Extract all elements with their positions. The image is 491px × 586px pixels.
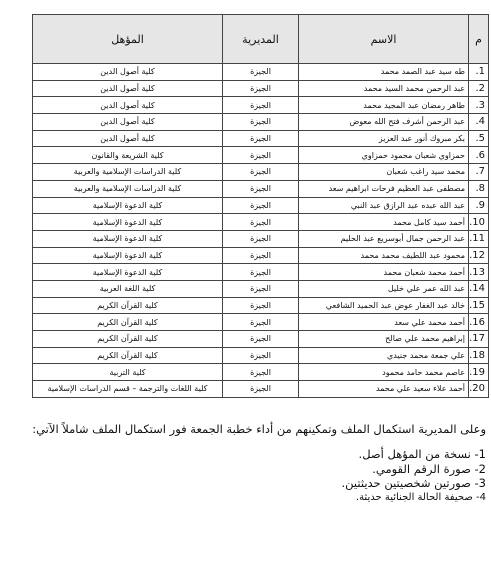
cell-num: 12. — [469, 247, 489, 264]
cell-name: عبد الرحمن جمال أبوسريع عبد الحليم — [299, 230, 469, 247]
cell-qualification: كلية الدعوة الإسلامية — [33, 197, 223, 214]
cell-directorate: الجيزة — [223, 381, 299, 398]
cell-name: أحمد محمد شعبان محمد — [299, 264, 469, 281]
requirement-item: 4- صحيفة الحالة الجنائية حديثة. — [355, 491, 486, 503]
cell-directorate: الجيزة — [223, 314, 299, 331]
cell-qualification: كلية اللغة العربية — [33, 280, 223, 297]
cell-directorate: الجيزة — [223, 280, 299, 297]
cell-directorate: الجيزة — [223, 180, 299, 197]
cell-name: محمد سيد راغب شعبان — [299, 164, 469, 181]
cell-num: 2. — [469, 80, 489, 97]
cell-qualification: كلية التربية — [33, 364, 223, 381]
cell-num: 3. — [469, 97, 489, 114]
table-row — [33, 80, 489, 97]
cell-name: محمود عبد اللطيف محمد محمد — [299, 247, 469, 264]
cell-directorate: الجيزة — [223, 347, 299, 364]
table-row — [33, 97, 489, 114]
table-row — [33, 331, 489, 348]
table-body — [33, 64, 489, 398]
table-row — [33, 64, 489, 81]
header-name: الاسم — [299, 15, 469, 64]
cell-qualification: كلية الدعوة الإسلامية — [33, 214, 223, 231]
cell-num: 20. — [469, 381, 489, 398]
cell-directorate: الجيزة — [223, 247, 299, 264]
cell-qualification: كلية أصول الدين — [33, 114, 223, 131]
cell-qualification: كلية القرآن الكريم — [33, 297, 223, 314]
table-header-row — [33, 15, 489, 64]
cell-num: 7. — [469, 164, 489, 181]
cell-directorate: الجيزة — [223, 197, 299, 214]
cell-num: 19. — [469, 364, 489, 381]
cell-qualification: كلية الدراسات الإسلامية والعربية — [33, 164, 223, 181]
cell-directorate: الجيزة — [223, 230, 299, 247]
table-row — [33, 347, 489, 364]
cell-directorate: الجيزة — [223, 97, 299, 114]
table-row — [33, 114, 489, 131]
cell-num: 11. — [469, 230, 489, 247]
cell-qualification: كلية أصول الدين — [33, 130, 223, 147]
cell-num: 16. — [469, 314, 489, 331]
cell-num: 1. — [469, 64, 489, 81]
cell-directorate: الجيزة — [223, 114, 299, 131]
requirement-item: 3- صورتين شخصيتين حديثتين. — [341, 476, 486, 490]
cell-name: عبد الله عبده عبد الرازق عبد النبي — [299, 197, 469, 214]
cell-qualification: كلية الدعوة الإسلامية — [33, 247, 223, 264]
table-row — [33, 130, 489, 147]
cell-name: طه سيد عبد الصمد محمد — [299, 64, 469, 81]
cell-name: عبد الله عمر علي خليل — [299, 280, 469, 297]
cell-qualification: كلية الشريعة والقانون — [33, 147, 223, 164]
cell-directorate: الجيزة — [223, 147, 299, 164]
cell-qualification: كلية القرآن الكريم — [33, 314, 223, 331]
cell-num: 18. — [469, 347, 489, 364]
table-row — [33, 230, 489, 247]
cell-num: 10. — [469, 214, 489, 231]
cell-directorate: الجيزة — [223, 80, 299, 97]
cell-name: عبد الرحمن أشرف فتح الله معوض — [299, 114, 469, 131]
table-row — [33, 180, 489, 197]
cell-name: إبراهيم محمد علي صالح — [299, 331, 469, 348]
cell-directorate: الجيزة — [223, 331, 299, 348]
cell-name: أحمد علاء سعيد علي محمد — [299, 381, 469, 398]
cell-name: مصطفى عبد العظيم فرحات ابراهيم سعد — [299, 180, 469, 197]
cell-qualification: كلية القرآن الكريم — [33, 347, 223, 364]
cell-qualification: كلية اللغات والترجمة – قسم الدراسات الإسلامية — [33, 381, 223, 398]
cell-directorate: الجيزة — [223, 297, 299, 314]
cell-num: 4. — [469, 114, 489, 131]
table-row — [33, 264, 489, 281]
cell-directorate: الجيزة — [223, 130, 299, 147]
cell-name: بكر مبروك أنور عبد العزيز — [299, 130, 469, 147]
header-qualification: المؤهل — [33, 15, 223, 64]
cell-num: 13. — [469, 264, 489, 281]
header-num: م — [469, 15, 489, 64]
cell-qualification: كلية أصول الدين — [33, 97, 223, 114]
cell-name: أحمد سيد كامل محمد — [299, 214, 469, 231]
notes-intro: وعلى المديرية استكمال الملف وتمكينهم من أداء خطبة الجمعة فور استكمال الملف شاملاً الآتي: — [32, 422, 486, 436]
requirement-item: 2- صورة الرقم القومي. — [372, 461, 486, 476]
cell-num: 5. — [469, 130, 489, 147]
cell-directorate: الجيزة — [223, 214, 299, 231]
table-row — [33, 197, 489, 214]
cell-qualification: كلية الدراسات الإسلامية والعربية — [33, 180, 223, 197]
table-row — [33, 297, 489, 314]
cell-num: 8. — [469, 180, 489, 197]
cell-directorate: الجيزة — [223, 64, 299, 81]
table-row — [33, 247, 489, 264]
table-row — [33, 381, 489, 398]
table-row — [33, 147, 489, 164]
cell-qualification: كلية الدعوة الإسلامية — [33, 264, 223, 281]
cell-qualification: كلية أصول الدين — [33, 80, 223, 97]
cell-num: 9. — [469, 197, 489, 214]
cell-name: عبد الرحمن محمد السيد محمد — [299, 80, 469, 97]
table-row — [33, 280, 489, 297]
candidates-table — [32, 14, 489, 398]
table-row — [33, 164, 489, 181]
cell-directorate: الجيزة — [223, 264, 299, 281]
cell-name: علي جمعة محمد جنيدي — [299, 347, 469, 364]
cell-name: خالد عبد الغفار عوض عبد الحميد الشافعي — [299, 297, 469, 314]
cell-num: 6. — [469, 147, 489, 164]
cell-num: 15. — [469, 297, 489, 314]
table-row — [33, 214, 489, 231]
cell-name: عاصم محمد حامد محمود — [299, 364, 469, 381]
cell-directorate: الجيزة — [223, 364, 299, 381]
cell-qualification: كلية أصول الدين — [33, 64, 223, 81]
header-directorate: المديرية — [223, 15, 299, 64]
cell-num: 17. — [469, 331, 489, 348]
requirement-item: 1- نسخة من المؤهل أصل. — [358, 447, 486, 461]
table-row — [33, 314, 489, 331]
cell-name: حمزاوي شعبان محمود حمزاوي — [299, 147, 469, 164]
cell-directorate: الجيزة — [223, 164, 299, 181]
requirements-list — [28, 447, 486, 505]
cell-num: 14. — [469, 280, 489, 297]
cell-name: أحمد محمد علي سعد — [299, 314, 469, 331]
cell-qualification: كلية القرآن الكريم — [33, 331, 223, 348]
table-row — [33, 364, 489, 381]
cell-qualification: كلية الدعوة الإسلامية — [33, 230, 223, 247]
cell-name: طاهر رمضان عبد المجيد محمد — [299, 97, 469, 114]
requirements-notes — [28, 422, 486, 505]
